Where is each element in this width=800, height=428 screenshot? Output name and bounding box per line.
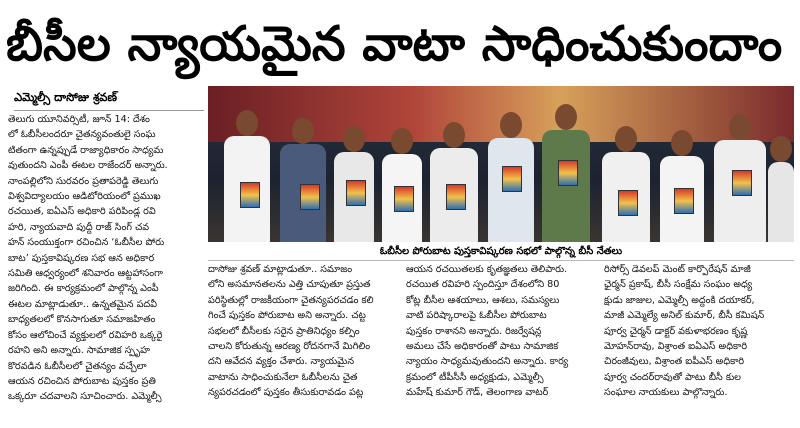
person-head	[555, 104, 577, 130]
text-line: గించే పుస్తకం పోరుబాట అని అన్నారు. చట్ట	[208, 310, 366, 322]
text-line: మహేష్ కుమార్ గౌడ్, తెలంగాణ వాటర్	[406, 387, 549, 399]
book-icon	[346, 180, 366, 206]
event-photo	[208, 86, 794, 242]
person-head	[615, 126, 637, 152]
text-line: పుస్తకం రాశానని అన్నారు. రిజర్వేషన్ల	[406, 325, 542, 337]
book-icon	[394, 186, 414, 212]
text-line: దాసోజు శ్రవణ్ మాట్లాడుతూ.. సమాజం	[208, 264, 353, 275]
text-line: క్రమంలో టీపీసీసీ అధ్యక్షుడు, ఎమ్మెల్సీ	[406, 371, 544, 383]
text-line: టితంగా ఉన్నప్పుడే రాజ్యాధికారం సాధ్యమ	[8, 144, 164, 156]
text-line: న్యాయం సాధ్యమవుతుందని అన్నారు. కార్య	[406, 356, 569, 368]
text-line: చాలని కోరుతున్న ఆరణ్య రోదనగానే మిగిలిం	[208, 341, 371, 353]
book-icon	[502, 166, 522, 192]
text-line: రిసోర్స్ డెవలప్ మెంట్ కార్పొరేషన్ మాజీ	[604, 264, 751, 275]
person-figure	[712, 106, 768, 242]
person-head	[292, 118, 314, 144]
book-icon	[300, 184, 320, 210]
book-icon	[558, 160, 578, 186]
person-figure	[222, 102, 272, 242]
book-icon	[732, 170, 752, 196]
text-line: హన్ సంయుక్తంగా రచించిన ‘ఓబీసీల పోరు	[8, 237, 165, 249]
book-icon	[674, 188, 694, 214]
person-head	[500, 112, 522, 138]
person-figure	[332, 114, 376, 242]
text-line: జరిగింది. ఈ కార్యక్రమంలో పాల్గొన్న ఎంపీ	[8, 283, 159, 295]
person-head	[770, 136, 792, 162]
text-line: ఛైర్మన్ ప్రకాష్, బీసీ సంక్షేమ సంఘం అధ్య	[604, 279, 753, 291]
person-head	[729, 114, 751, 140]
text-line: కోట్ల బీసీల ఆశయాలు, ఆశలు, సమస్యలు	[406, 294, 560, 306]
text-line: హరి, న్యాయవాది పుద్దీ రాజ్ సింగ్ చవ	[8, 221, 150, 233]
person-head	[443, 122, 465, 148]
text-line: చిరంజీవులు, విశ్రాంత ఐపీఎస్ అధికారి	[604, 356, 745, 368]
text-line: అమలు చేసే అధికారంతో పాటు సామాజిక	[406, 341, 559, 353]
text-line: సంఘాల నాయకులు పాల్గొన్నారు.	[604, 387, 728, 399]
text-line: వుతుందని ఎంపీ ఈటల రాజేందర్ అన్నారు.	[8, 160, 168, 172]
text-line: పూర్వ చందర్‌రావుతో పాటు బీసీ కుల	[604, 371, 741, 383]
person-figure	[658, 118, 706, 242]
text-line: రచయిత రవిహరి స్పందిస్తూ దేశంలోని 80	[406, 279, 560, 291]
byline: ఎమ్మెల్సీ దాసోజు శ్రవణ్	[14, 90, 204, 111]
person-head	[671, 130, 693, 156]
person-body	[768, 162, 794, 242]
text-line: ఈటల మాట్లాడుతూ.. ఉన్నతమైన పదవీ	[8, 298, 158, 310]
text-line: వాటాను సాధించుకునేలా ఓబీసీలను చైత	[208, 371, 358, 383]
text-line: దని ఆవేదన వ్యక్తం చేశారు. న్యాయమైన	[208, 356, 355, 368]
person-figure	[428, 112, 480, 242]
text-line: మోహన్‌రావు, విశ్రాంత ఐఏఎస్ అధికారి	[604, 341, 748, 353]
person-figure	[600, 114, 652, 242]
person-body	[542, 130, 590, 242]
headline: బీసీల న్యాయమైన వాటా సాధించుకుందాం	[6, 16, 783, 72]
book-icon	[618, 190, 638, 216]
text-line: విశ్వవిద్యాలయం ఆడిటోరియంలో ప్రముఖ	[8, 191, 161, 203]
photo-caption: ఓబీసీల పోరుబాట పుస్తకావిష్కరణ సభలో పాల్గొన్న బీసీ నేతలు	[208, 243, 794, 261]
text-line: నాంపల్లిలోని సురవరం ప్రతాపరెడ్డి తెలుగు	[8, 175, 159, 187]
text-line: సభలలో బీసీలకు సరైన ప్రాతినిధ్యం కల్పిం	[208, 325, 360, 337]
text-line: రహని అని అన్నారు. సామాజిక స్పృహ	[8, 345, 151, 357]
text-line: తెలుగు యూనివర్సిటీ, జూన్ 14: దేశం	[8, 114, 150, 125]
text-line: పరిస్థితుల్లో రాజకీయంగా చైతన్యపరచడం కలి	[208, 294, 374, 306]
person-figure	[540, 98, 592, 242]
text-line: కొరవడిన ఓబీసీలలో చైతన్యం వచ్చేలా	[8, 360, 147, 372]
person-head	[391, 128, 413, 154]
text-line: క్షుడు జాజుల, ఎమ్మెల్సీ అద్దంకి దయాకర్,	[604, 294, 755, 306]
text-line: బాధ్యతలలో కొనసాగుతూ సమాజహితం	[8, 314, 156, 326]
text-line: ఆయన రచయితలకు కృతజ్ఞతలు తెలిపారు.	[406, 264, 568, 275]
text-line: లోని అసమానతలను ఎత్తి చూపుతూ ప్రస్తుత	[208, 279, 371, 291]
person-figure	[278, 108, 328, 242]
article-column-1	[8, 112, 204, 424]
text-line: ఆయన రచించిన పోరుబాట పుస్తకం ప్రతి	[8, 375, 156, 387]
book-icon	[240, 182, 260, 208]
person-figure	[380, 116, 424, 242]
person-head	[343, 126, 365, 152]
text-line: కోసం ఆలోచించే వ్యక్తులలో రవిహరి ఒక్కరై	[8, 329, 163, 341]
person-figure	[486, 104, 536, 242]
text-line: వాటి పరిష్కారాలపై ఓబీసీల పోరుబాట	[406, 310, 547, 322]
text-line: సమితి ఆధ్వర్యంలో శనివారం ఆట్టహాసంగా	[8, 268, 163, 280]
text-line: పూర్వ చైర్మన్ డాక్టర్ వకుళాభరణం కృష్ణ	[604, 325, 748, 337]
book-icon	[446, 184, 466, 210]
text-line: బాట’ పుస్తకావిష్కరణ సభ ఆన అధికార	[8, 252, 155, 264]
text-line: రచయిత, ఐఏఎస్ అధికారి పరిపిండ్ల రవి	[8, 206, 156, 218]
text-line: మాజీ ఎమ్మెల్యే అనిల్ కుమార్, బీసీ కమిషన్	[604, 310, 765, 322]
article-column-2	[208, 262, 402, 426]
text-line: లో ఓబీసీలందరూ చైతన్యవంతులై సంఘ	[8, 129, 156, 141]
person-figure	[768, 122, 794, 242]
text-line: ఒక్కరూ చదవాలని సూచించారు. ఎమ్మెల్సీ	[8, 391, 162, 403]
text-line: న్యపరచడంలో పుస్తకం తీసుకురావడం పట్ల	[208, 387, 364, 399]
person-head	[236, 110, 258, 136]
article-column-3	[406, 262, 600, 426]
article-column-4	[604, 262, 796, 426]
